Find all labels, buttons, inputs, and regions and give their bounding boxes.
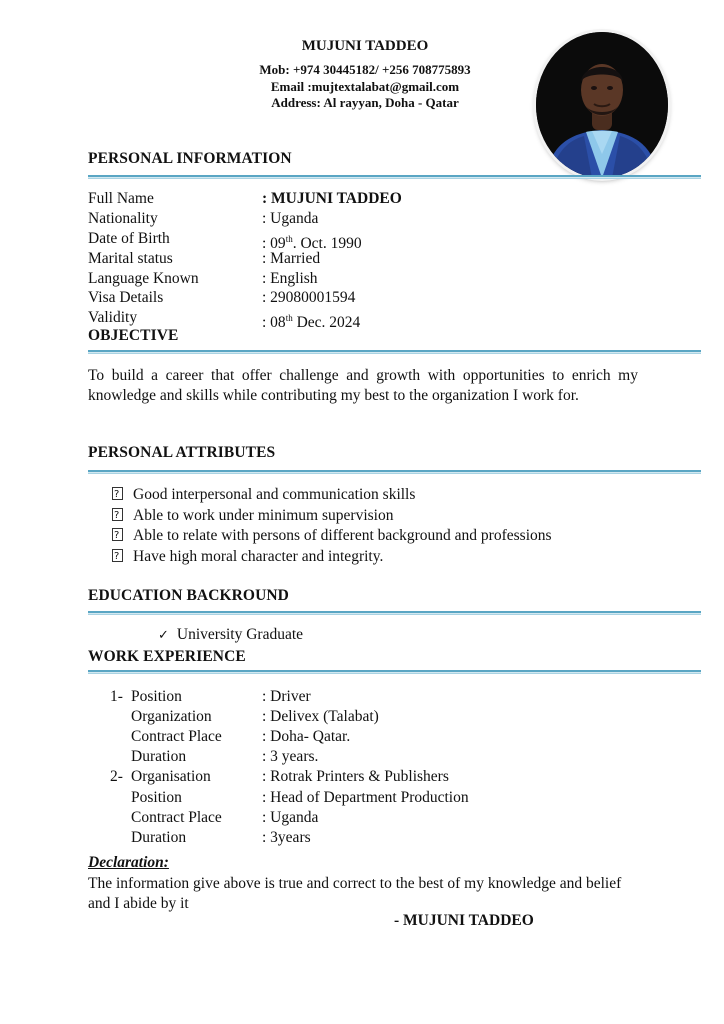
- section-divider: [88, 670, 701, 674]
- job-field-value: : Rotrak Printers & Publishers: [262, 768, 449, 785]
- marital-status-label: Marital status: [88, 250, 173, 267]
- attribute-item: ?Have high moral character and integrity.: [112, 547, 383, 567]
- person-portrait-icon: [536, 32, 668, 178]
- declaration-heading: Declaration:: [88, 854, 169, 871]
- dob-label: Date of Birth: [88, 230, 170, 247]
- email-address: Email :mujtextalabat@gmail.com: [270, 79, 460, 94]
- education-item: ✓ University Graduate: [158, 626, 304, 643]
- objective-text: To build a career that offer challenge and growth with opportunities to enrich my knowledge and skills while contributing my best to the organization I work for.: [88, 367, 638, 404]
- mobile-number: Mob: +974 30445182/ +256 708775893: [259, 62, 471, 77]
- job-field-value: : 3years: [262, 829, 311, 846]
- full-name-label: Full Name: [88, 190, 154, 207]
- personal-info-heading: PERSONAL INFORMATION: [88, 150, 292, 167]
- education-heading: EDUCATION BACKROUND: [88, 587, 289, 604]
- profile-photo: [536, 32, 668, 178]
- job-field-label: Duration: [131, 829, 187, 846]
- full-name-value: : MUJUNI TADDEO: [262, 190, 402, 207]
- language-value: : English: [262, 270, 318, 287]
- signature-name: - MUJUNI TADDEO: [394, 912, 534, 929]
- section-divider: [88, 611, 701, 615]
- job-field-value: : Delivex (Talabat): [262, 708, 379, 725]
- section-divider: [88, 175, 701, 179]
- job-field-label: Position: [131, 789, 182, 806]
- job-field-label: Contract Place: [131, 809, 222, 826]
- attributes-heading: PERSONAL ATTRIBUTES: [88, 444, 276, 461]
- missing-glyph-icon: [112, 487, 123, 500]
- declaration-text: The information give above is true and correct to the best of my knowledge and belief and I abide by it: [88, 875, 622, 912]
- job-number: 1-: [110, 688, 123, 705]
- job-number: 2-: [110, 768, 123, 785]
- resume-name: MUJUNI TADDEO: [301, 38, 429, 54]
- dob-value: : 09th. Oct. 1990: [262, 234, 362, 253]
- validity-value: : 08th Dec. 2024: [262, 313, 361, 332]
- job-field-value: : Uganda: [262, 809, 319, 826]
- job-field-label: Organization: [131, 708, 212, 725]
- section-divider: [88, 350, 701, 354]
- missing-glyph-icon: [112, 549, 123, 562]
- missing-glyph-icon: [112, 508, 123, 521]
- job-field-value: : 3 years.: [262, 748, 319, 765]
- missing-glyph-icon: [112, 528, 123, 541]
- job-field-value: : Head of Department Production: [262, 789, 469, 806]
- job-field-value: : Doha- Qatar.: [262, 728, 351, 745]
- language-label: Language Known: [88, 270, 199, 287]
- checkmark-icon: ✓: [158, 628, 169, 643]
- attribute-item: ?Able to relate with persons of different background and professions: [112, 526, 552, 546]
- nationality-label: Nationality: [88, 210, 158, 227]
- marital-status-value: : Married: [262, 250, 321, 267]
- job-field-label: Organisation: [131, 768, 211, 785]
- job-field-label: Duration: [131, 748, 187, 765]
- attribute-item: ?Able to work under minimum supervision: [112, 506, 393, 526]
- validity-label: Validity: [88, 309, 138, 326]
- visa-value: : 29080001594: [262, 289, 356, 306]
- attribute-item: ?Good interpersonal and communication skills: [112, 485, 415, 505]
- job-field-label: Position: [131, 688, 182, 705]
- job-field-label: Contract Place: [131, 728, 222, 745]
- work-heading: WORK EXPERIENCE: [88, 648, 246, 665]
- job-field-value: : Driver: [262, 688, 311, 705]
- visa-label: Visa Details: [88, 289, 164, 306]
- nationality-value: : Uganda: [262, 210, 319, 227]
- objective-heading: OBJECTIVE: [88, 327, 179, 344]
- home-address: Address: Al rayyan, Doha - Qatar: [271, 95, 459, 110]
- section-divider: [88, 470, 701, 474]
